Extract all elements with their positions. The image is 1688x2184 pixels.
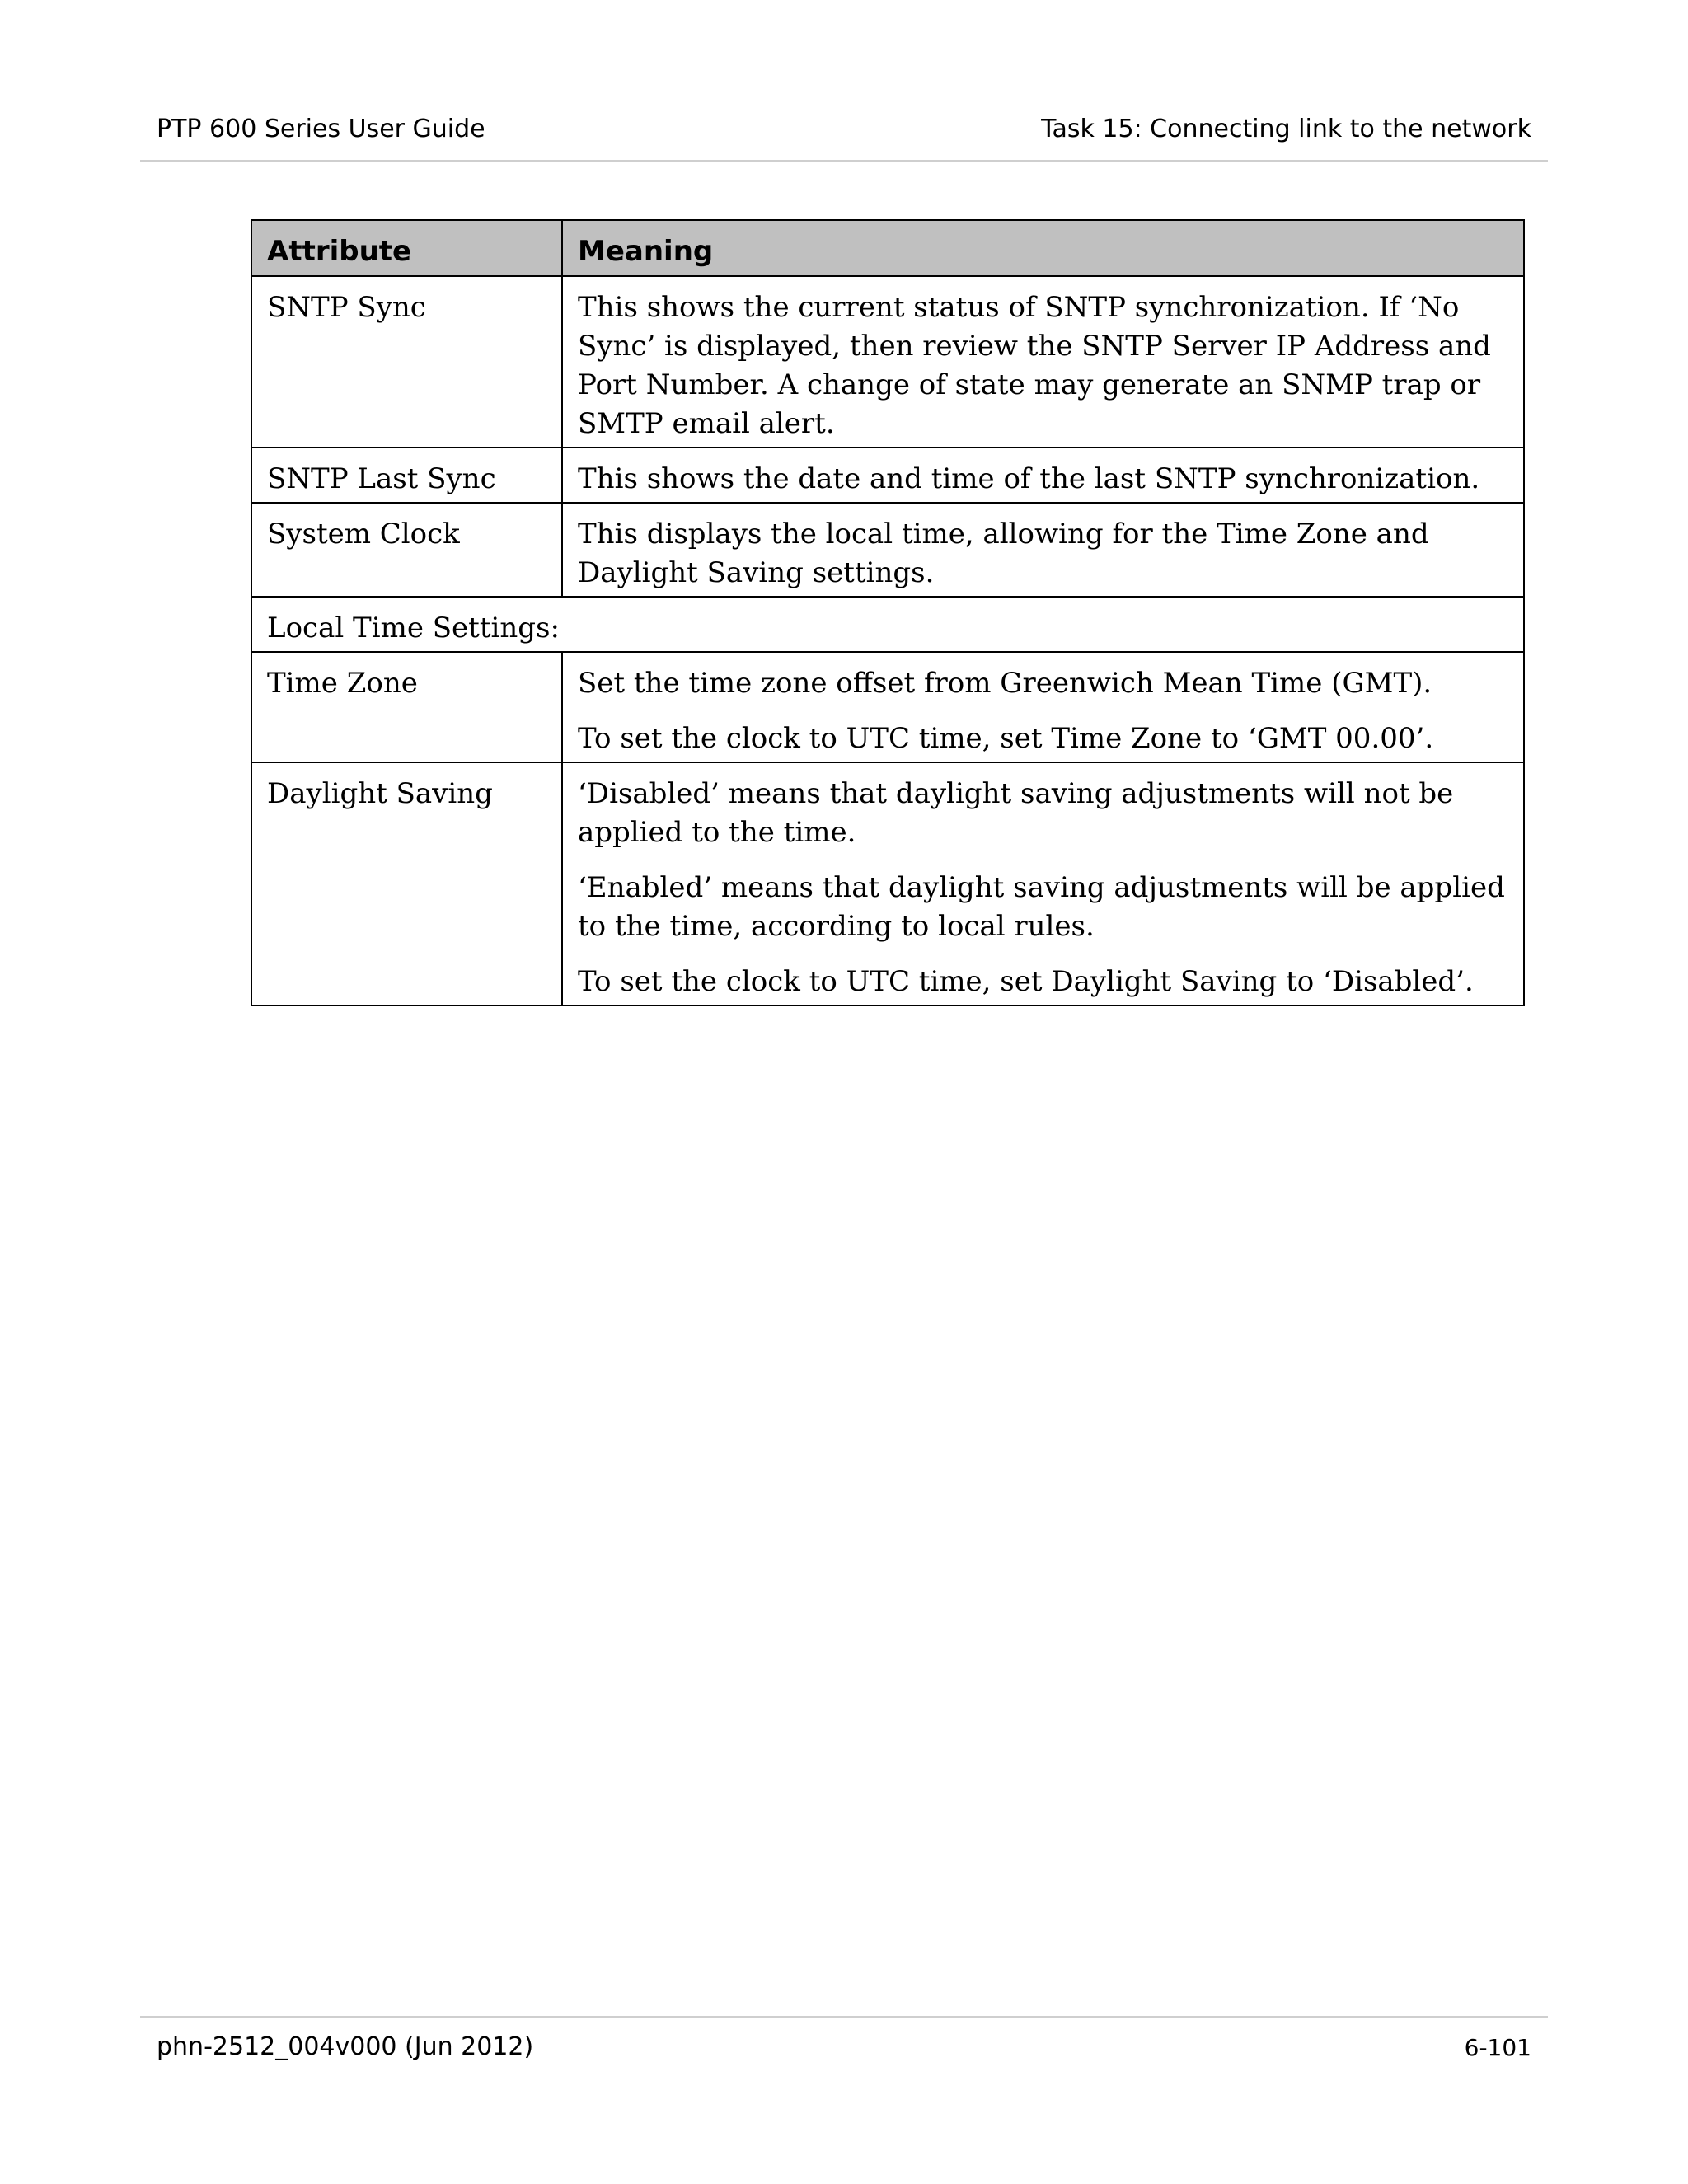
column-header-attribute: Attribute [251,220,562,276]
meaning-cell [562,652,1524,762]
meaning-text: ‘Enabled’ means that daylight saving adjustments will be applied to the time, according to local rules. [578,871,1505,943]
table-row [251,503,1524,597]
meaning-text: This displays the local time, allowing for the Time Zone and Daylight Saving settings. [578,518,1429,589]
section-row [251,597,1524,652]
attribute-cell: Time Zone [251,652,562,762]
document-title: PTP 600 Series User Guide [157,115,485,143]
meaning-text: This shows the date and time of the last SNTP synchronization. [578,462,1480,495]
meaning-text: This shows the current status of SNTP synchronization. If ‘No Sync’ is displayed, then review the SNTP Server IP Address and Port Number. A change of state may generate an SNMP trap or SMTP email alert. [578,291,1491,440]
meaning-cell [562,503,1524,597]
meaning-text: Set the time zone offset from Greenwich Mean Time (GMT). [578,667,1432,700]
attribute-cell: SNTP Last Sync [251,448,562,503]
page-footer [140,2016,1548,2075]
table-header-row [251,220,1524,276]
meaning-cell [562,448,1524,503]
table-row [251,276,1524,448]
meaning-text: To set the clock to UTC time, set Daylight Saving to ‘Disabled’. [578,965,1474,998]
column-header-meaning: Meaning [562,220,1524,276]
meaning-cell [562,762,1524,1005]
section-title: Task 15: Connecting link to the network [1041,115,1531,143]
table-row [251,762,1524,1005]
table-row [251,652,1524,762]
meaning-text: To set the clock to UTC time, set Time Zone to ‘GMT 00.00’. [578,722,1434,755]
section-cell: Local Time Settings: [251,597,1524,652]
page-header [140,110,1548,162]
attribute-cell: Daylight Saving [251,762,562,1005]
attribute-cell: System Clock [251,503,562,597]
table-row [251,448,1524,503]
document-id: phn-2512_004v000 (Jun 2012) [157,2032,534,2061]
attribute-cell: SNTP Sync [251,276,562,448]
meaning-text: ‘Disabled’ means that daylight saving adjustments will not be applied to the time. [578,777,1454,849]
page-number: 6-101 [1464,2034,1531,2061]
attribute-table [251,219,1525,1006]
meaning-cell [562,276,1524,448]
